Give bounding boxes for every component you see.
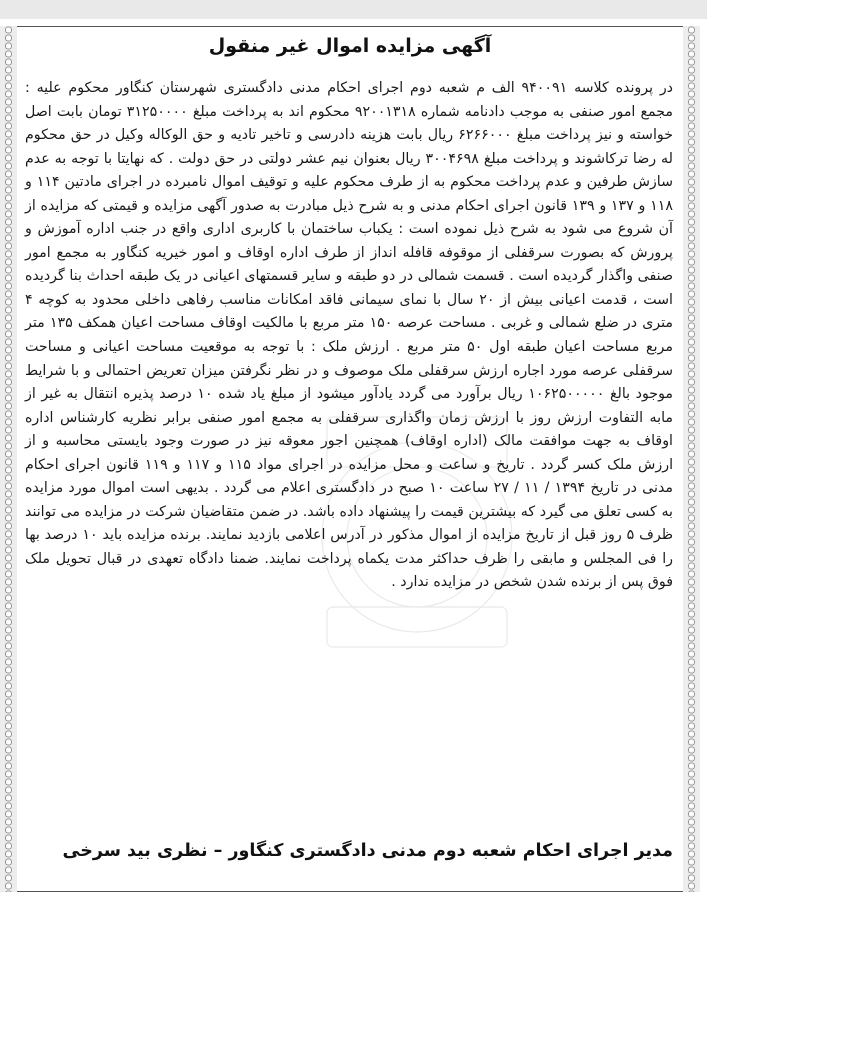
notice-signature: مدیر اجرای احکام شعبه دوم مدنی دادگستری کنگاور – نظری بید سرخی xyxy=(62,841,673,861)
notice-title: آگهی مزایده اموال غیر منقول xyxy=(208,35,492,57)
right-dotted-border xyxy=(683,26,700,892)
top-gray-strip xyxy=(0,0,707,19)
notice-content xyxy=(17,26,683,892)
left-dotted-border xyxy=(0,26,17,892)
notice-frame xyxy=(0,26,700,892)
notice-body: در پرونده کلاسه ۹۴۰۰۹۱ الف م شعبه دوم اجرای احکام مدنی دادگستری شهرستان کنگاور محکوم علیه : مجمع امور صنفی به موجب دادنامه شماره ۹۲۰۰۱۳۱۸ محکوم اند به پرداخت مبلغ ۳۱۲۵۰۰۰۰ تومان بابت اصل خواسته و نیز پرداخت مبلغ ۶۲۶۶۰۰۰ ریال بابت هزینه دادرسی و تاخیر تادیه و حق الوکاله وکیل در حق محکوم له رضا ترکاشوند و پرداخت مبلغ ۳۰۰۴۶۹۸ ریال بعنوان نیم عشر دولتی در حق دولت . که نهایتا با توجه به عدم سازش طرفین و عدم پرداخت محکوم به از طرف محکوم علیه و توقیف اموال نامبرده در اجرای مادتین ۱۱۴ و ۱۱۸ و ۱۳۷ و ۱۳۹ قانون اجرای احکام مدنی و به شرح ذیل مبادرت به صدور آگهی مزایده و قیمتی که مزایده از آن شروع می شود به شرح ذیل نموده است : یکباب ساختمان با کاربری اداری واقع در جنب اداره آموزش و پرورش که بصورت سرقفلی از موقوفه قافله انداز از طرف اداره اوقاف و امور خیریه کنگاور به مجمع امور صنفی واگذار گردیده است . قسمت شمالی در دو طبقه و سایر قسمتهای اعیانی در یک طبقه احداث بنا گردیده است ، قدمت اعیانی بیش از ۲۰ سال با نمای سیمانی فاقد امکانات مناسب رفاهی داخلی محدود به کوچه ۴ متری در ضلع شمالی و غربی . مساحت عرصه ۱۵۰ متر مربع با مالکیت اوقاف مساحت اعیان همکف ۱۳۵ متر مربع مساحت اعیان طبقه اول ۵۰ متر مربع . ارزش ملک : با توجه به موقعیت مساحت اعیانی و مساحت سرقفلی عرصه مورد اجاره ارزش سرقفلی ملک موصوف و در نظر نگرفتن میزان تعریض احتمالی و با شرایط موجود بالغ ۱۰۶۲۵۰۰۰۰۰ ریال برآورد می گردد یادآور میشود از مبلغ یاد شده ۱۰ درصد پذیره انتقال به غیر از مابه التفاوت ارزش روز با ارزش زمان واگذاری سرقفلی به مجمع امور صنفی برابر نظریه کارشناس اداره اوقاف به جهت موافقت مالک (اداره اوقاف) همچنین اجور معوقه نیز در صورت وجود بایستی محاسبه و از ارزش ملک کسر گردد . تاریخ و ساعت و محل مزایده در اجرای مواد ۱۱۵ و ۱۱۷ و ۱۱۹ قانون اجرای احکام مدنی در تاریخ ۱۳۹۴ / ۱۱ / ۲۷ ساعت ۱۰ صبح در دادگستری اعلام می گردد . بدیهی است اموال مورد مزایده به کسی تعلق می گیرد که بیشترین قیمت را پیشنهاد داده باشد. در ضمن متقاضیان شرکت در مزایده می توانند ظرف ۵ روز قبل از تاریخ مزایده از اموال مذکور در آدرس اعلامی بازدید نمایند. برنده مزایده باید ۱۰ درصد بها را فی المجلس و مابقی را ظرف حداکثر مدت یکماه پرداخت نمایند. ضمنا دادگاه تعهدی در قبال تحویل ملک فوق پس از برنده شدن شخص در مزایده ندارد . xyxy=(25,80,674,591)
